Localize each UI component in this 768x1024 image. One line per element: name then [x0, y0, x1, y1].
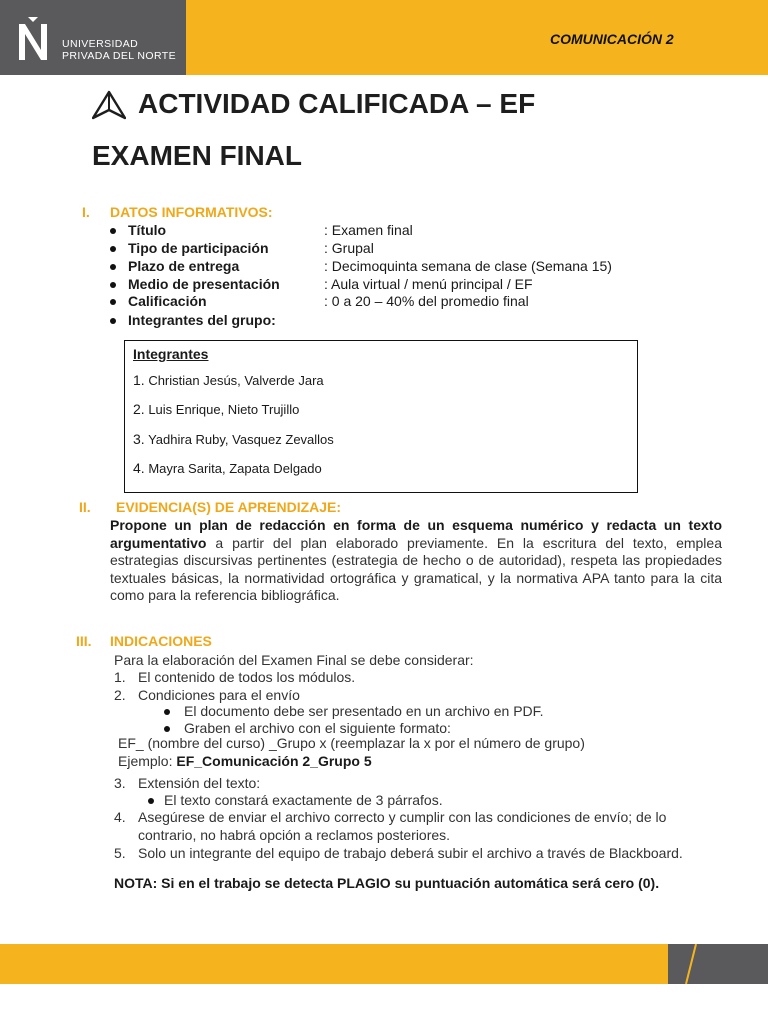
list-subitem: El texto constará exactamente de 3 párrafos. [164, 792, 443, 808]
bullet-icon [110, 299, 116, 305]
list-item [138, 809, 694, 844]
footer-accent [668, 944, 768, 984]
member-name: Mayra Sarita, Zapata Delgado [148, 461, 322, 476]
format-text: EF_ (nombre del curso) _Grupo x (reemplazar la x por el número de grupo) [118, 735, 585, 751]
members-box [124, 340, 638, 493]
page-title-line2: EXAMEN FINAL [92, 140, 302, 171]
bullet-icon [110, 264, 116, 270]
footer-slash-icon [668, 944, 768, 984]
plagiarism-note: NOTA: Si en el trabajo se detecta PLAGIO su puntuación automática será cero (0). [114, 875, 660, 891]
member-name: Luis Enrique, Nieto Trujillo [148, 402, 300, 417]
list-number: 3. [114, 775, 126, 791]
bullet-icon [110, 228, 116, 234]
list-item: Condiciones para el envío [138, 687, 300, 703]
info-value: : Decimoquinta semana de clase (Semana 15) [324, 258, 612, 274]
example-value: EF_Comunicación 2_Grupo 5 [176, 753, 372, 769]
list-subitem: El documento debe ser presentado en un archivo en PDF. [184, 703, 544, 719]
list-item-line1: Asegúrese de enviar el archivo correcto y cumplir con las condiciones de envío; de lo [138, 809, 667, 825]
member-number: 1. [133, 372, 145, 388]
course-name: COMUNICACIÓN 2 [550, 31, 674, 47]
section3-number: III. [76, 633, 92, 649]
list-number: 5. [114, 845, 126, 861]
info-label: Calificación [128, 293, 207, 309]
evidence-text: a partir del plan elaborado previamente. En la escritura del texto, emplea estrategias discursivas pertinentes (estrategia de hecho o de autoridad), respeta las propiedades textuales básicas, la normatividad ortográfica y gramatical, y la normativa APA tanto para la cita como para la referencia bibliográfica. [110, 534, 722, 604]
list-item: Solo un integrante del equipo de trabajo deberá subir el archivo a través de Blackboard. [138, 845, 683, 861]
footer-band [0, 944, 768, 984]
section3-heading: INDICACIONES [110, 633, 212, 649]
list-item: El contenido de todos los módulos. [138, 669, 356, 685]
member-number: 2. [133, 401, 145, 417]
page-title-line1: ACTIVIDAD CALIFICADA – EF [138, 88, 536, 119]
example-label: Ejemplo: [118, 753, 177, 769]
member-number: 4. [133, 460, 145, 476]
member-item [133, 372, 324, 388]
info-label: Tipo de participación [128, 240, 269, 256]
member-item [133, 401, 299, 417]
list-item-line2: contrario, no habrá opción a reclamos posteriores. [138, 826, 451, 843]
example-line [118, 753, 372, 769]
bullet-icon [110, 246, 116, 252]
info-label: Integrantes del grupo: [128, 312, 276, 328]
logo-line1: UNIVERSIDAD [62, 38, 139, 50]
university-logo [0, 0, 186, 75]
member-item [133, 431, 334, 447]
section1-heading: DATOS INFORMATIVOS: [110, 204, 273, 220]
info-label: Medio de presentación [128, 276, 280, 292]
bullet-icon [164, 709, 170, 715]
paper-plane-icon [92, 90, 126, 120]
member-number: 3. [133, 431, 145, 447]
info-value: : Examen final [324, 222, 413, 238]
evidence-paragraph [110, 517, 722, 605]
logo-text [62, 38, 176, 62]
member-name: Yadhira Ruby, Vasquez Zevallos [148, 432, 334, 447]
list-number: 1. [114, 669, 126, 685]
section2-number: II. [79, 499, 91, 515]
logo-line2: PRIVADA DEL NORTE [62, 50, 176, 62]
list-number: 4. [114, 809, 126, 825]
upn-n-logo-icon [16, 16, 50, 62]
info-label: Plazo de entrega [128, 258, 240, 274]
list-number: 2. [114, 687, 126, 703]
list-subitem: Graben el archivo con el siguiente formato: [184, 720, 451, 736]
bullet-icon [148, 798, 154, 804]
section1-number: I. [82, 204, 90, 220]
indications-intro: Para la elaboración del Examen Final se debe considerar: [114, 652, 474, 668]
info-value: : Grupal [324, 240, 374, 256]
info-value: : 0 a 20 – 40% del promedio final [324, 293, 529, 309]
bullet-icon [110, 282, 116, 288]
member-item [133, 460, 322, 476]
info-value: : Aula virtual / menú principal / EF [324, 276, 533, 292]
evidence-bold-text: Propone un plan de redacción en forma de un esquema numérico y redacta un texto argumentativo [110, 517, 722, 551]
list-item: Extensión del texto: [138, 775, 261, 791]
bullet-icon [110, 318, 116, 324]
info-label: Título [128, 222, 167, 238]
section2-heading: EVIDENCIA(S) DE APRENDIZAJE: [116, 499, 342, 515]
member-name: Christian Jesús, Valverde Jara [148, 373, 324, 388]
members-title: Integrantes [133, 346, 209, 362]
bullet-icon [164, 726, 170, 732]
